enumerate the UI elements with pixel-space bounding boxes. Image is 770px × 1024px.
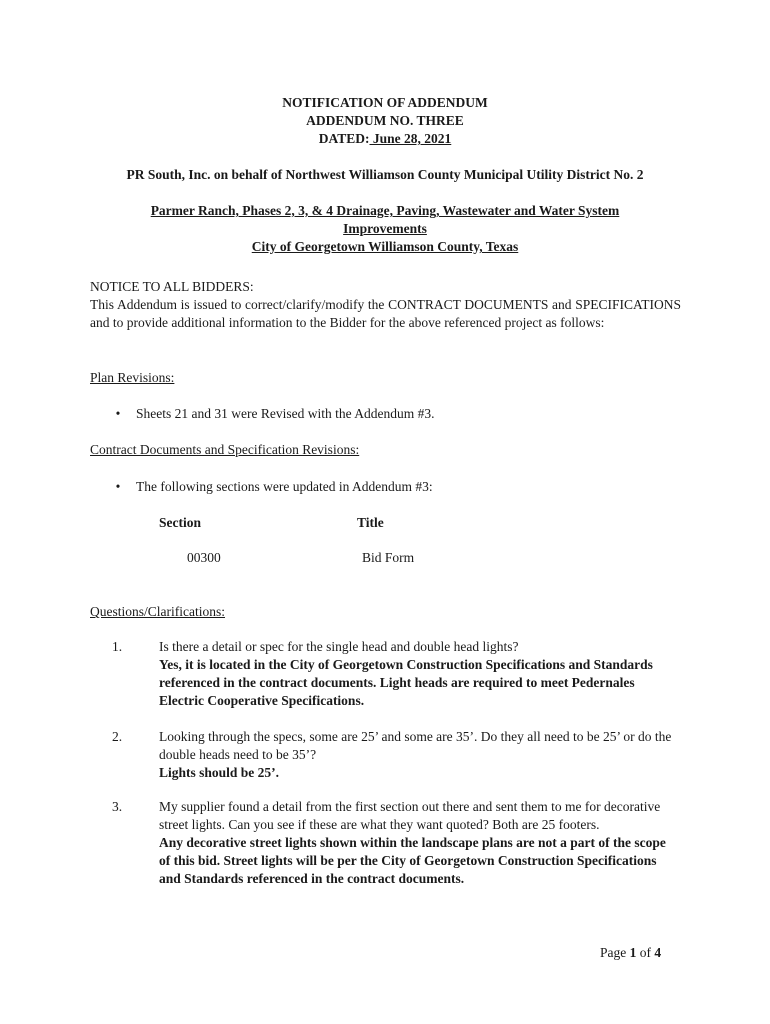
project-title-line1: Parmer Ranch, Phases 2, 3, & 4 Drainage, Paving, Wastewater and Water System [150,203,620,218]
contract-revision-item: The following sections were updated in Addendum #3: [136,479,433,494]
addendum-date [0,130,770,148]
bullet-icon: • [115,406,121,421]
question-number: 2. [112,729,123,744]
table-header-section: Section [159,515,201,530]
notice-body: This Addendum is issued to correct/clarify/modify the CONTRACT DOCUMENTS and SPECIFICATIONS and to provide additional information to the Bidder for the above referenced project as follows: [90,297,681,330]
owner-line: PR South, Inc. on behalf of Northwest Williamson County Municipal Utility District No. 2 [126,167,644,182]
table-cell-section: 00300 [187,550,221,565]
question-item [159,798,679,888]
answer-text: Yes, it is located in the City of Georgetown Construction Specifications and Standards referenced in the contract documents. Light heads are required to meet Pedernales Electric Cooperative Specifications. [159,657,653,708]
dated-label: DATED: [318,131,370,146]
question-number: 1. [112,639,123,654]
page-number: Page 1 of 4 [600,945,662,960]
questions-heading: Questions/Clarifications: [90,604,225,619]
table-cell-title: Bid Form [362,550,415,565]
notice-heading: NOTICE TO ALL BIDDERS: [90,279,254,294]
project-title-line2: Improvements [343,221,427,236]
table-header-title: Title [357,515,384,530]
project-location: City of Georgetown Williamson County, Texas [251,239,519,254]
question-number: 3. [112,799,123,814]
question-text: My supplier found a detail from the first section out there and sent them to me for decorative street lights. Can you see if these are what they want quoted? Both are 25 footers. [159,799,661,832]
question-text: Looking through the specs, some are 25’ and some are 35’. Do they all need to be 25’ or do the double heads need to be 35’? [159,729,672,762]
question-item [159,638,679,710]
addendum-number: ADDENDUM NO. THREE [306,113,464,128]
plan-revision-item: Sheets 21 and 31 were Revised with the Addendum #3. [136,406,435,421]
question-item [159,728,679,782]
contract-revisions-heading: Contract Documents and Specification Revisions: [90,442,360,457]
plan-revisions-heading: Plan Revisions: [90,370,175,385]
bullet-icon: • [115,479,121,494]
answer-text: Lights should be 25’. [159,765,280,780]
addendum-title: NOTIFICATION OF ADDENDUM [282,95,488,110]
answer-text: Any decorative street lights shown within the landscape plans are not a part of the scope of this bid. Street lights will be per the City of Georgetown Construction Specifications and Standards referenced in the contract documents. [159,835,666,886]
question-text: Is there a detail or spec for the single head and double head lights? [159,639,519,654]
dated-value: June 28, 2021 [369,131,452,146]
